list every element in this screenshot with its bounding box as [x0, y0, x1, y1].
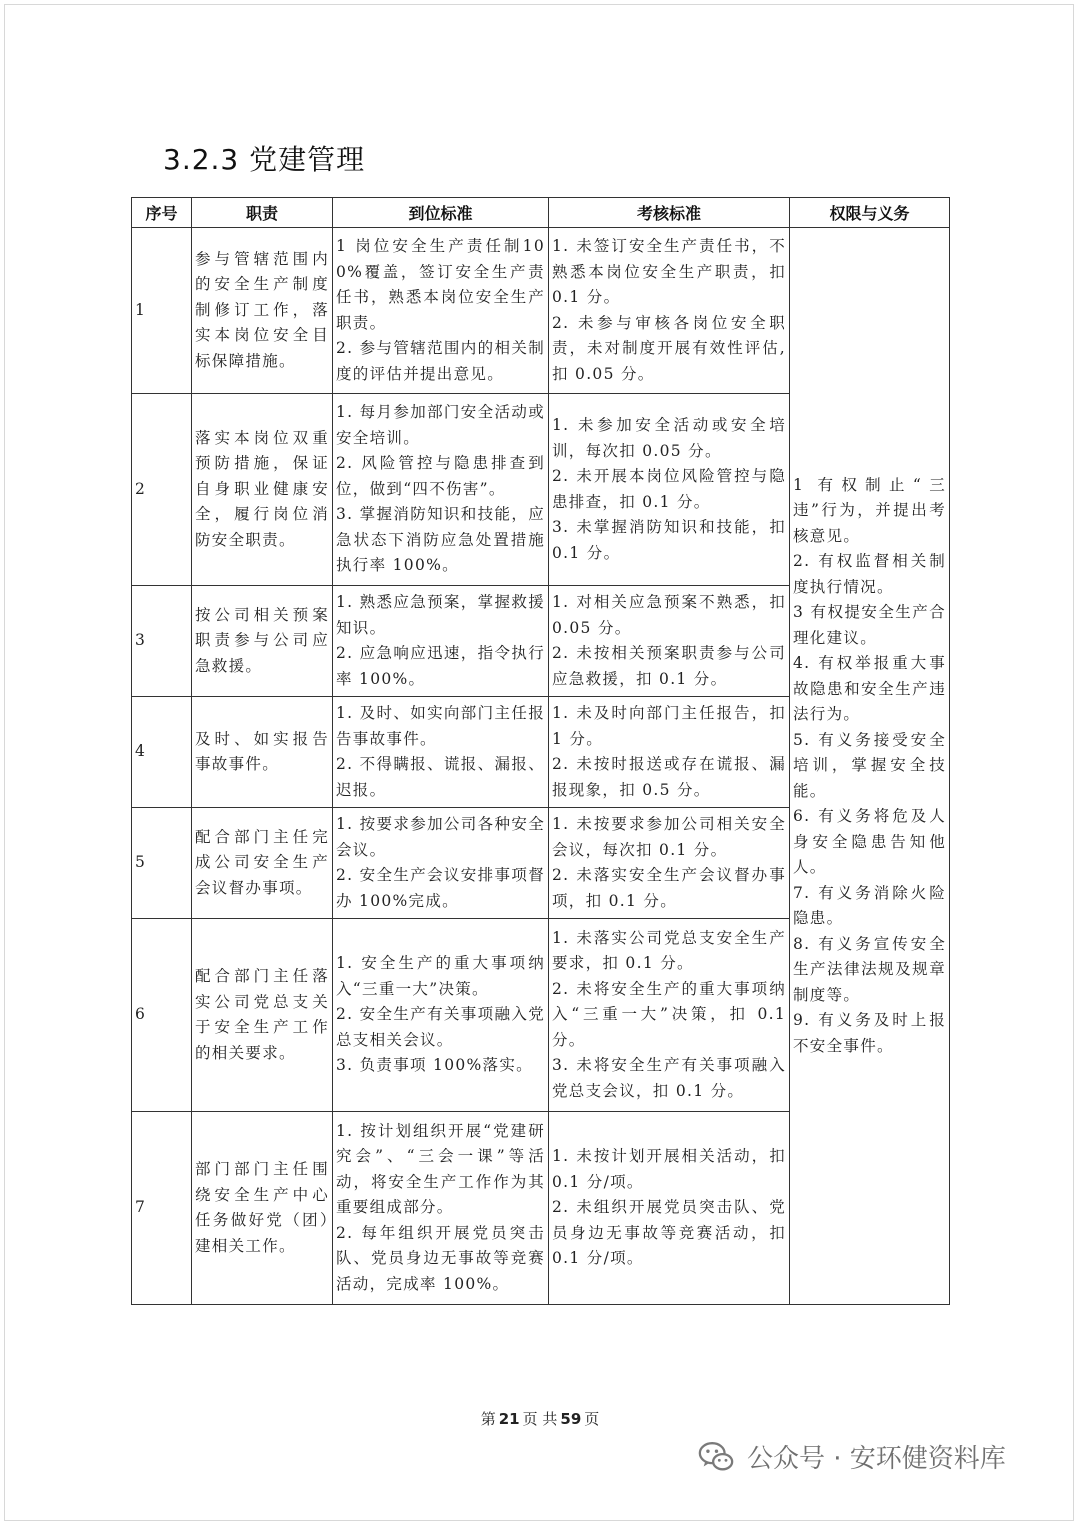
standard-item: 2. 每年组织开展党员突击队、党员身边无事故等竞赛活动，完成率 100%。	[336, 1223, 545, 1293]
assessment-item: 2. 未落实安全生产会议督办事项，扣 0.1 分。	[552, 866, 786, 910]
standard-item: 1. 熟悉应急预案，掌握救援知识。	[336, 593, 545, 637]
row-standard	[333, 228, 549, 394]
header-index: 序号	[132, 198, 192, 228]
page-middle: 页 共	[522, 1410, 558, 1428]
assessment-item: 2. 未开展本岗位风险管控与隐患排查，扣 0.1 分。	[552, 467, 786, 511]
row-duty: 参与管辖范围内的安全生产制度制修订工作，落实本岗位安全目标保障措施。	[192, 228, 333, 394]
rights-item: 9. 有义务及时上报不安全事件。	[793, 1011, 946, 1055]
assessment-item: 3. 未掌握消防知识和技能，扣 0.1 分。	[552, 518, 786, 562]
assessment-item: 1. 未及时向部门主任报告，扣 1 分。	[552, 704, 786, 748]
standard-item: 3. 负责事项 100%落实。	[336, 1056, 533, 1075]
standard-item: 1. 安全生产的重大事项纳入“三重一大”决策。	[336, 954, 545, 998]
standard-item: 1. 按要求参加公司各种安全会议。	[336, 815, 545, 859]
row-duty: 落实本岗位双重预防措施，保证自身职业健康安全，履行岗位消防安全职责。	[192, 394, 333, 586]
rights-item: 5. 有义务接受安全培训，掌握安全技能。	[793, 730, 946, 800]
duty-table	[131, 197, 950, 1305]
standard-item: 1. 按计划组织开展“党建研究会”、“三会一课”等活动，将安全生产工作作为其重要组成部分。	[336, 1121, 545, 1217]
row-assessment	[549, 228, 790, 394]
rights-item: 7. 有义务消除火险隐患。	[793, 883, 946, 928]
row-index: 1	[132, 228, 192, 394]
row-duty: 配合部门主任落实公司党总支关于安全生产工作的相关要求。	[192, 919, 333, 1112]
rights-item: 8. 有义务宣传安全生产法律法规及规章制度等。	[793, 934, 946, 1004]
watermark-text: 公众号 · 安环健资料库	[747, 1443, 1006, 1474]
assessment-item: 1. 对相关应急预案不熟悉，扣 0.05 分。	[552, 593, 786, 637]
page-prefix: 第	[480, 1410, 496, 1428]
row-duty: 及时、如实报告事故事件。	[192, 697, 333, 808]
rights-item: 1 有权制止“三违”行为，并提出考核意见。	[793, 475, 946, 545]
rights-item: 4. 有权举报重大事故隐患和安全生产违法行为。	[793, 654, 946, 724]
standard-item: 1 岗位安全生产责任制100%覆盖，签订安全生产责任书，熟悉本岗位安全生产职责。	[336, 237, 545, 332]
page-current: 21	[498, 1410, 520, 1428]
page-suffix: 页	[584, 1410, 600, 1428]
rights-item: 3 有权提安全生产合理化建议。	[793, 603, 946, 647]
row-standard	[333, 586, 549, 697]
table-row	[132, 228, 950, 394]
standard-item: 2. 安全生产会议安排事项督办 100%完成。	[336, 866, 545, 910]
section-title: 3.2.3 党建管理	[163, 143, 366, 176]
row-assessment	[549, 394, 790, 586]
watermark	[697, 1430, 1006, 1482]
standard-item: 2. 安全生产有关事项融入党总支相关会议。	[336, 1005, 545, 1049]
standard-item: 2. 参与管辖范围内的相关制度的评估并提出意见。	[336, 339, 545, 383]
assessment-item: 2. 未参与审核各岗位安全职责，未对制度开展有效性评估,扣 0.05 分。	[552, 313, 786, 383]
header-standard: 到位标准	[333, 198, 549, 228]
row-standard	[333, 919, 549, 1112]
row-assessment	[549, 919, 790, 1112]
row-duty: 按公司相关预案职责参与公司应急救援。	[192, 586, 333, 697]
assessment-item: 1. 未落实公司党总支安全生产要求，扣 0.1 分。	[552, 928, 786, 973]
row-standard	[333, 394, 549, 586]
row-index: 2	[132, 394, 192, 586]
assessment-item: 3. 未将安全生产有关事项融入党总支会议，扣 0.1 分。	[552, 1056, 786, 1100]
page-total: 59	[560, 1410, 582, 1428]
assessment-item: 2. 未将安全生产的重大事项纳入“三重一大”决策，扣 0.1 分。	[552, 979, 786, 1049]
rights-cell	[790, 228, 950, 1305]
assessment-item: 1. 未按计划开展相关活动，扣 0.1 分/项。	[552, 1147, 786, 1191]
assessment-item: 2. 未按时报送或存在谎报、漏报现象，扣 0.5 分。	[552, 755, 786, 799]
header-assessment: 考核标准	[549, 198, 790, 228]
row-assessment	[549, 586, 790, 697]
assessment-item: 2. 未组织开展党员突击队、党员身边无事故等竞赛活动，扣 0.1 分/项。	[552, 1198, 786, 1268]
assessment-item: 1. 未按要求参加公司相关安全会议，每次扣 0.1 分。	[552, 815, 786, 859]
wechat-icon	[697, 1437, 735, 1475]
assessment-item: 1. 未签订安全生产责任书，不熟悉本岗位安全生产职责，扣 0.1 分。	[552, 237, 786, 306]
row-index: 5	[132, 808, 192, 919]
row-index: 6	[132, 919, 192, 1112]
row-assessment	[549, 1112, 790, 1305]
standard-item: 1. 每月参加部门安全活动或安全培训。	[336, 403, 545, 447]
row-duty: 配合部门主任完成公司安全生产会议督办事项。	[192, 808, 333, 919]
table-header-row	[132, 198, 950, 228]
rights-item: 6. 有义务将危及人身安全隐患告知他人。	[793, 807, 946, 877]
standard-item: 2. 不得瞒报、谎报、漏报、迟报。	[336, 755, 545, 799]
row-standard	[333, 1112, 549, 1305]
rights-item: 2. 有权监督相关制度执行情况。	[793, 552, 946, 596]
page-number	[0, 1408, 1080, 1429]
header-rights: 权限与义务	[790, 198, 950, 228]
header-duty: 职责	[192, 198, 333, 228]
row-duty: 部门部门主任围绕安全生产中心任务做好党（团）建相关工作。	[192, 1112, 333, 1305]
standard-item: 1. 及时、如实向部门主任报告事故事件。	[336, 704, 545, 748]
standard-item: 3. 掌握消防知识和技能，应急状态下消防应急处置措施执行率 100%。	[336, 505, 545, 575]
row-index: 7	[132, 1112, 192, 1305]
row-assessment	[549, 808, 790, 919]
assessment-item: 2. 未按相关预案职责参与公司应急救援，扣 0.1 分。	[552, 644, 786, 688]
row-index: 4	[132, 697, 192, 808]
row-standard	[333, 808, 549, 919]
assessment-item: 1. 未参加安全活动或安全培训，每次扣 0.05 分。	[552, 416, 786, 460]
standard-item: 2. 应急响应迅速，指令执行率 100%。	[336, 644, 545, 688]
row-index: 3	[132, 586, 192, 697]
row-assessment	[549, 697, 790, 808]
row-standard	[333, 697, 549, 808]
standard-item: 2. 风险管控与隐患排查到位，做到“四不伤害”。	[336, 454, 545, 498]
